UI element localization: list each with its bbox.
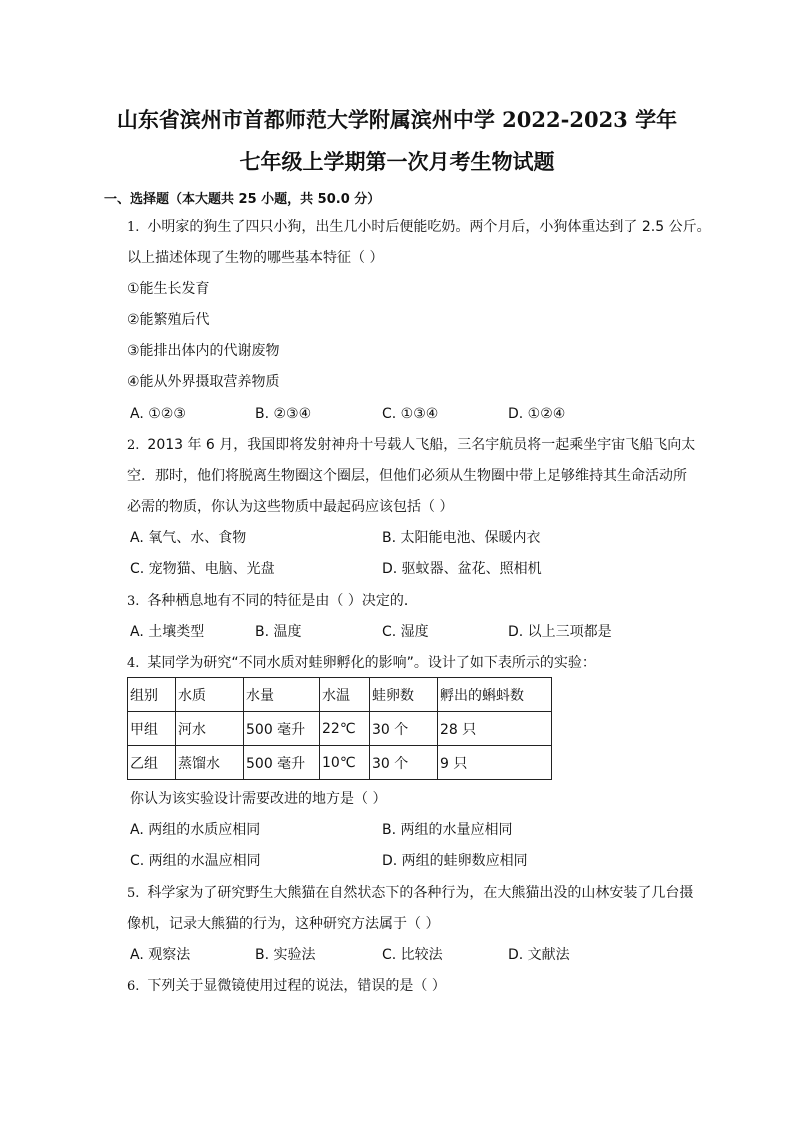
question-4-option-c[interactable]: C. 两组的水温应相同: [130, 853, 261, 869]
question-3-option-d[interactable]: D. 以上三项都是: [508, 624, 612, 640]
question-4-line-2: 你认为该实验设计需要改进的地方是（ ）: [130, 791, 387, 807]
table-header-cell: 水质: [176, 678, 244, 712]
table-header-cell: 水温: [320, 678, 370, 712]
table-cell: 30 个: [370, 746, 438, 780]
table-cell: 河水: [176, 712, 244, 746]
question-5-option-a[interactable]: A. 观察法: [130, 947, 191, 963]
question-3-line-1: [127, 592, 418, 611]
question-4-option-b[interactable]: B. 两组的水量应相同: [382, 822, 513, 838]
question-3-text: 各种栖息地有不同的特征是由（ ）决定的．: [147, 593, 418, 609]
question-5-option-b[interactable]: B. 实验法: [255, 947, 316, 963]
question-6-line-1: [127, 977, 446, 996]
table-cell: 28 只: [438, 712, 552, 746]
question-1-item-1: ①能生长发育: [127, 281, 210, 297]
table-cell: 甲组: [128, 712, 176, 746]
question-1-option-d[interactable]: D. ①②④: [508, 406, 566, 422]
question-1-option-a[interactable]: A. ①②③: [130, 406, 186, 422]
question-1-item-4: ④能从外界摄取营养物质: [127, 374, 280, 390]
question-3-number: 3.: [127, 594, 140, 609]
table-row: [128, 712, 552, 746]
table-cell: 500 毫升: [244, 712, 320, 746]
question-2-option-a[interactable]: A. 氧气、水、食物: [130, 530, 247, 546]
question-1-option-b[interactable]: B. ②③④: [255, 406, 312, 422]
document-title-line-2: 七年级上学期第一次月考生物试题: [239, 149, 555, 174]
table-cell: 30 个: [370, 712, 438, 746]
table-header-cell: 组别: [128, 678, 176, 712]
question-1-text: 小明家的狗生了四只小狗，出生几小时后便能吃奶。两个月后，小狗体重达到了 2.5 公斤。: [147, 219, 711, 235]
table-header-cell: 水量: [244, 678, 320, 712]
question-2-number: 2.: [127, 438, 140, 453]
question-2-line-3: 必需的物质，你认为这些物质中最起码应该包括（ ）: [127, 499, 454, 515]
question-4-line-1: [127, 654, 596, 673]
question-5-line-1: [127, 884, 693, 903]
question-1-item-2: ②能繁殖后代: [127, 312, 210, 328]
table-header-row: [128, 678, 552, 712]
table-cell: 9 只: [438, 746, 552, 780]
table-row: [128, 746, 552, 780]
question-1-line-1: [127, 218, 711, 237]
question-6-number: 6.: [127, 979, 140, 994]
question-2-option-b[interactable]: B. 太阳能电池、保暖内衣: [382, 530, 541, 546]
question-5-line-2: 像机，记录大熊猫的行为，这种研究方法属于（ ）: [127, 916, 440, 932]
question-1-number: 1.: [127, 220, 140, 235]
question-2-option-d[interactable]: D. 驱蚊器、盆花、照相机: [382, 561, 542, 577]
section-heading: 一、选择题（本大题共 25 小题，共 50.0 分）: [104, 192, 381, 207]
question-6-text: 下列关于显微镜使用过程的说法，错误的是（ ）: [147, 978, 446, 994]
question-2-line-2: 空．那时，他们将脱离生物圈这个圈层，但他们必须从生物圈中带上足够维持其生命活动所: [127, 468, 687, 484]
table-header-cell: 蛙卵数: [370, 678, 438, 712]
question-1-option-c[interactable]: C. ①③④: [382, 406, 439, 422]
question-2-text: 2013 年 6 月，我国即将发射神舟十号载人飞船，三名宇航员将一起乘坐宇宙飞船飞向太: [147, 437, 696, 453]
table-cell: 22℃: [320, 712, 370, 746]
document-title-line-1: 山东省滨州市首都师范大学附属滨州中学 2022-2023 学年: [116, 107, 678, 132]
question-4-option-a[interactable]: A. 两组的水质应相同: [130, 822, 261, 838]
question-3-option-a[interactable]: A. 土壤类型: [130, 624, 205, 640]
question-3-option-b[interactable]: B. 温度: [255, 624, 302, 640]
table-cell: 蒸馏水: [176, 746, 244, 780]
table-cell: 500 毫升: [244, 746, 320, 780]
question-5-option-c[interactable]: C. 比较法: [382, 947, 443, 963]
question-4-number: 4.: [127, 656, 140, 671]
question-3-option-c[interactable]: C. 湿度: [382, 624, 429, 640]
question-2-line-1: [127, 436, 695, 455]
table-cell: 乙组: [128, 746, 176, 780]
question-5-option-d[interactable]: D. 文献法: [508, 947, 570, 963]
question-4-option-d[interactable]: D. 两组的蛙卵数应相同: [382, 853, 528, 869]
question-5-number: 5.: [127, 886, 140, 901]
question-4-text: 某同学为研究“不同水质对蛙卵孵化的影响”。设计了如下表所示的实验：: [147, 655, 596, 671]
experiment-table: [127, 677, 552, 780]
question-1-line-2: 以上描述体现了生物的哪些基本特征（ ）: [127, 250, 384, 266]
table-header-cell: 孵出的蝌蚪数: [438, 678, 552, 712]
table-cell: 10℃: [320, 746, 370, 780]
question-1-item-3: ③能排出体内的代谢废物: [127, 343, 280, 359]
question-2-option-c[interactable]: C. 宠物猫、电脑、光盘: [130, 561, 275, 577]
question-5-text: 科学家为了研究野生大熊猫在自然状态下的各种行为，在大熊猫出没的山林安装了几台摄: [147, 885, 694, 901]
